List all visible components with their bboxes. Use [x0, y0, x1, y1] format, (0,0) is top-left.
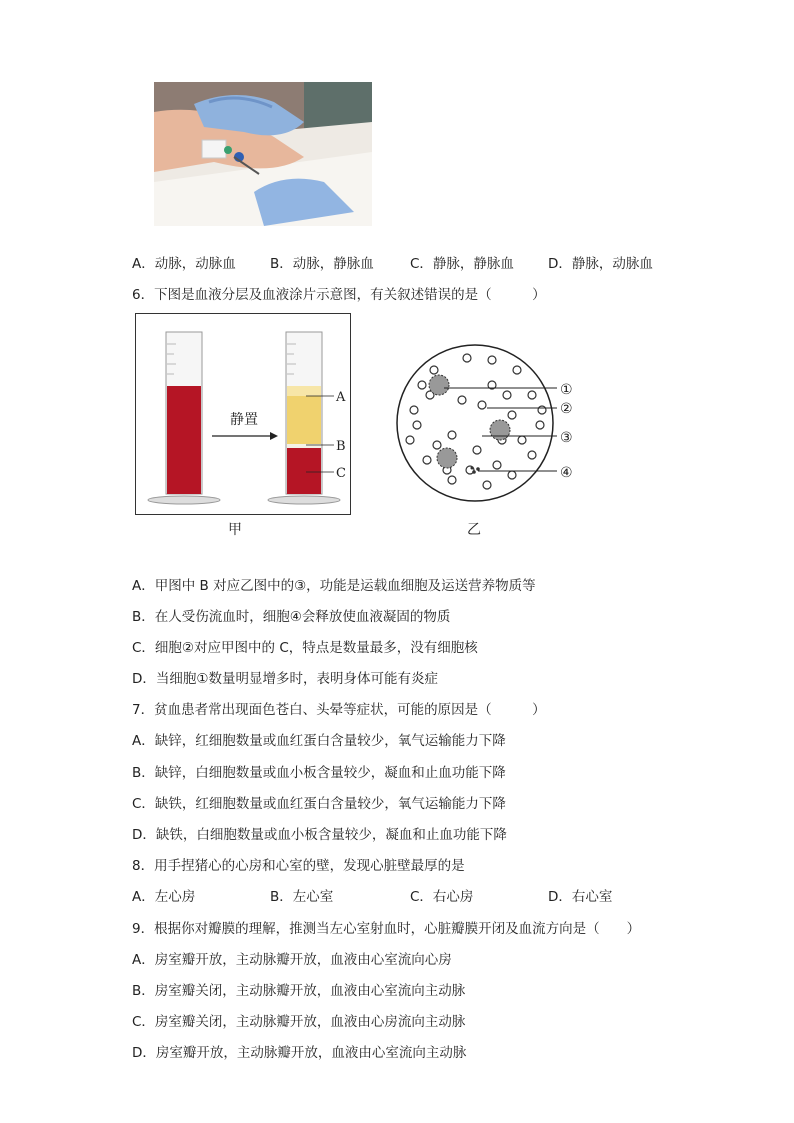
q6-option-a: A．甲图中 B 对应乙图中的③，功能是运载血细胞及运送营养物质等	[132, 578, 536, 594]
label-b: B	[336, 439, 346, 454]
q6-option-c: C．细胞②对应甲图中的 C，特点是数量最多，没有细胞核	[132, 640, 478, 656]
q5-option-c: C．静脉，静脉血	[410, 256, 514, 272]
smear-label-1: ①	[560, 382, 573, 398]
q8-option-a: A．左心房	[132, 889, 196, 905]
smear-label-2: ②	[560, 401, 573, 417]
smear-label-3: ③	[560, 430, 573, 446]
q9-option-b: B．房室瓣关闭，主动脉瓣开放，血液由心室流向主动脉	[132, 983, 466, 999]
figure-blood-smear	[392, 340, 592, 510]
q5-option-d: D．静脉，动脉血	[548, 256, 653, 272]
q7-option-a: A．缺锌，红细胞数量或血红蛋白含量较少，氧气运输能力下降	[132, 733, 506, 749]
label-c: C	[336, 466, 346, 481]
q8-stem: 8．用手捏猪心的心房和心室的壁，发现心脏壁最厚的是	[132, 858, 465, 874]
q8-option-b: B．左心室	[270, 889, 334, 905]
arm-injection-photo	[154, 82, 372, 226]
q7-stem: 7．贫血患者常出现面色苍白、头晕等症状，可能的原因是（ ）	[132, 702, 546, 718]
q7-option-c: C．缺铁，红细胞数量或血红蛋白含量较少，氧气运输能力下降	[132, 796, 506, 812]
q9-option-d: D．房室瓣开放，主动脉瓣开放，血液由心室流向主动脉	[132, 1045, 467, 1061]
q9-option-c: C．房室瓣关闭，主动脉瓣开放，血液由心房流向主动脉	[132, 1014, 466, 1030]
arrow-label: 静置	[230, 412, 258, 428]
q5-option-a: A．动脉，动脉血	[132, 256, 236, 272]
q8-option-c: C．右心房	[410, 889, 474, 905]
label-a: A	[336, 390, 346, 405]
q8-option-d: D．右心室	[548, 889, 613, 905]
smear-label-4: ④	[560, 465, 573, 481]
q7-option-b: B．缺锌，白细胞数量或血小板含量较少，凝血和止血功能下降	[132, 765, 506, 781]
q6-option-d: D．当细胞①数量明显增多时，表明身体可能有炎症	[132, 671, 438, 687]
caption-right: 乙	[467, 522, 481, 538]
q7-option-d: D．缺铁，白细胞数量或血小板含量较少，凝血和止血功能下降	[132, 827, 507, 843]
q9-stem: 9．根据你对瓣膜的理解，推测当左心室射血时，心脏瓣膜开闭及血流方向是（ ）	[132, 921, 641, 937]
q9-option-a: A．房室瓣开放，主动脉瓣开放，血液由心室流向心房	[132, 952, 452, 968]
q6-stem: 6．下图是血液分层及血液涂片示意图，有关叙述错误的是（ ）	[132, 287, 546, 303]
q5-option-b: B．动脉，静脉血	[270, 256, 374, 272]
q6-option-b: B．在人受伤流血时，细胞④会释放使血液凝固的物质	[132, 609, 451, 625]
figure-cylinders	[135, 313, 351, 515]
caption-left: 甲	[228, 522, 242, 538]
